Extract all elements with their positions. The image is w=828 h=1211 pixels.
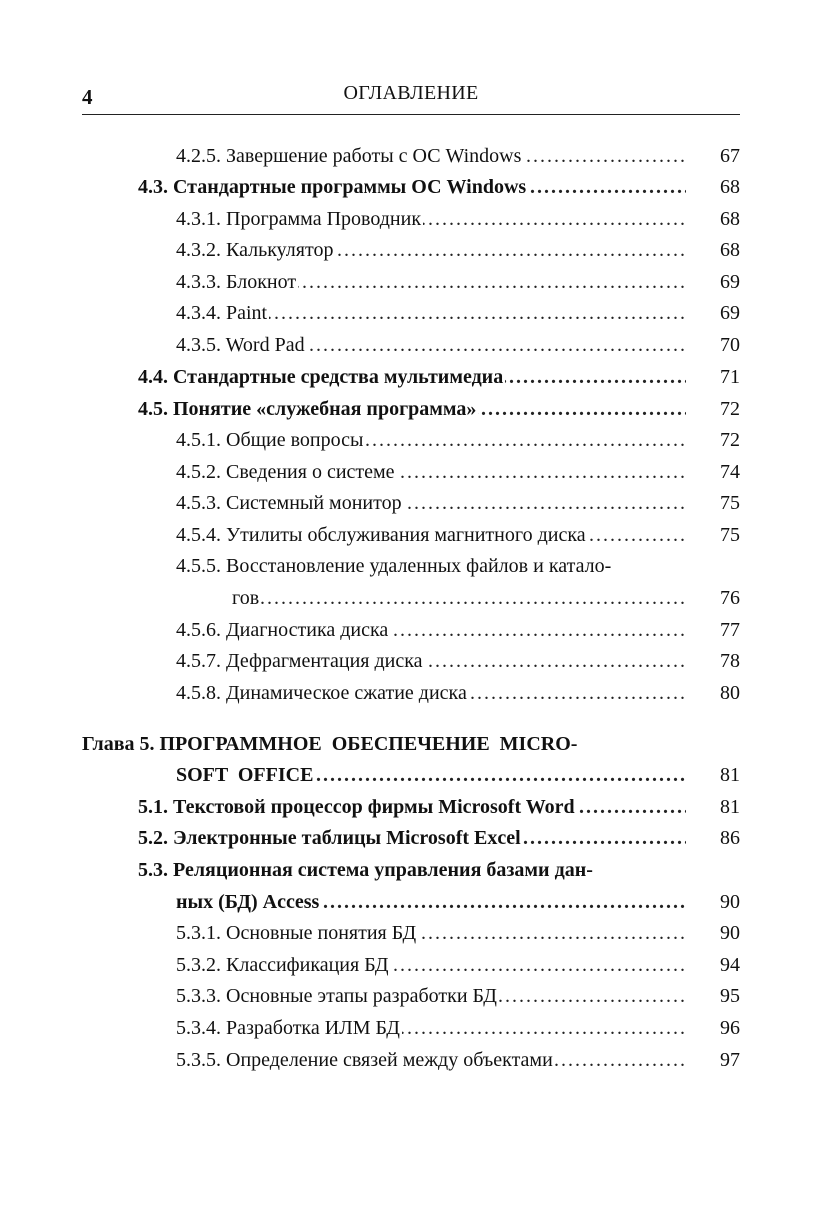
toc-entry-page: 86: [720, 827, 740, 849]
toc-entry-page: 96: [720, 1017, 740, 1039]
toc-entry-page: 75: [720, 492, 740, 514]
toc-entry-page: 72: [720, 429, 740, 451]
toc-entry[interactable]: [176, 204, 686, 234]
toc-entry[interactable]: [176, 520, 686, 550]
toc-entry[interactable]: [176, 298, 686, 328]
page-number: 4: [82, 85, 93, 109]
toc-entry[interactable]: [176, 918, 686, 948]
dot-leader: [232, 583, 686, 613]
toc-entry-title: 4.3.4. Paint: [176, 302, 268, 324]
toc-entry-title-line2: гов: [232, 587, 260, 609]
toc-entry-title-line1: 4.5.5. Восстановление удаленных файлов и катало-: [176, 555, 612, 577]
toc-entry[interactable]: [176, 141, 686, 171]
toc-entry-page: 67: [720, 145, 740, 167]
toc-entry-page: 77: [720, 619, 740, 641]
toc-entry-page: 68: [720, 208, 740, 230]
toc-entry-title: 4.2.5. Завершение работы с ОС Windows: [176, 145, 522, 167]
toc-entry-page: 71: [720, 366, 740, 388]
toc-entry-title: 5.3.2. Классификация БД: [176, 954, 389, 976]
toc-entry-page: 80: [720, 682, 740, 704]
toc-entry-page: 74: [720, 461, 740, 483]
toc-entry-title: 4.5.3. Системный монитор: [176, 492, 402, 514]
toc-entry-title: 5.3.4. Разработка ИЛМ БД: [176, 1017, 400, 1039]
toc-entry-title: 5.3.5. Определение связей между объектами: [176, 1049, 553, 1071]
toc-entry-title: 4.5. Понятие «служебная программа»: [138, 398, 477, 420]
toc-entry[interactable]: [176, 1013, 686, 1043]
toc-entry-page: 68: [720, 239, 740, 261]
toc-entry[interactable]: [138, 792, 686, 822]
toc-entry-page: 69: [720, 302, 740, 324]
toc-entry-page: 69: [720, 271, 740, 293]
toc-entry-title: 5.3.1. Основные понятия БД: [176, 922, 417, 944]
chapter-title-line2: SOFT OFFICE: [176, 764, 314, 786]
toc-entry-page: 90: [720, 891, 740, 913]
toc-entry-page: 94: [720, 954, 740, 976]
toc-entry-page: 78: [720, 650, 740, 672]
toc-entry-title: 4.5.7. Дефрагментация диска: [176, 650, 423, 672]
toc-entry[interactable]: [138, 172, 686, 202]
toc-entry[interactable]: [176, 457, 686, 487]
running-title: ОГЛАВЛЕНИЕ: [343, 82, 479, 104]
toc-entry-page: 75: [720, 524, 740, 546]
page-header: [82, 80, 740, 114]
toc-entry-page: 97: [720, 1049, 740, 1071]
toc-entry[interactable]: [176, 678, 686, 708]
toc-entry-title-line2: ных (БД) Access: [176, 891, 320, 913]
toc-entry-title: 4.3.1. Программа Проводник: [176, 208, 422, 230]
toc-entry-title: 5.3.3. Основные этапы разработки БД: [176, 985, 497, 1007]
toc-entry-page: 72: [720, 398, 740, 420]
toc-entry-title: 4.5.4. Утилиты обслуживания магнитного диска: [176, 524, 586, 546]
toc-entry-page: 81: [720, 764, 740, 786]
toc-entry[interactable]: [176, 615, 686, 645]
toc-entry-title: 4.3. Стандартные программы ОС Windows: [138, 176, 527, 198]
chapter-title-line1: Глава 5. ПРОГРАММНОЕ ОБЕСПЕЧЕНИЕ MICRO-: [82, 733, 578, 755]
toc-entry-title-line1: 5.3. Реляционная система управления базами дан-: [138, 859, 593, 881]
toc-entry-title: 4.5.2. Сведения о системе: [176, 461, 395, 483]
toc-entry-title: 4.5.6. Диагностика диска: [176, 619, 389, 641]
toc-entry[interactable]: [176, 981, 686, 1011]
toc-entry-title: 4.3.2. Калькулятор: [176, 239, 334, 261]
toc-entry-chapter[interactable]: [176, 760, 686, 790]
toc-entry-title: 5.2. Электронные таблицы Microsoft Excel: [138, 827, 521, 849]
toc-entry-page: 68: [720, 176, 740, 198]
toc-entry-page: 76: [720, 587, 740, 609]
toc-entry[interactable]: [176, 1045, 686, 1075]
toc-entry-title: 4.3.5. Word Pad: [176, 334, 305, 356]
toc-entry[interactable]: [138, 362, 686, 392]
toc-entry[interactable]: [176, 235, 686, 265]
toc-entry-page: 95: [720, 985, 740, 1007]
toc-entry[interactable]: [176, 425, 686, 455]
header-rule: [82, 114, 740, 115]
toc-entry[interactable]: [176, 887, 686, 917]
toc-entry-title: 4.4. Стандартные средства мультимедиа: [138, 366, 504, 388]
toc-entry-page: 81: [720, 796, 740, 818]
toc-entry-title: 5.1. Текстовой процессор фирмы Microsoft Word: [138, 796, 575, 818]
toc-entry[interactable]: [176, 267, 686, 297]
toc-entry[interactable]: [176, 330, 686, 360]
toc-entry[interactable]: [176, 646, 686, 676]
toc-entry-title: 4.5.1. Общие вопросы: [176, 429, 364, 451]
toc-entry-page: 70: [720, 334, 740, 356]
toc-entry-title: 4.5.8. Динамическое сжатие диска: [176, 682, 467, 704]
toc-entry[interactable]: [138, 823, 686, 853]
toc-entry[interactable]: [176, 488, 686, 518]
toc-entry-page: 90: [720, 922, 740, 944]
toc-entry-title: 4.3.3. Блокнот: [176, 271, 297, 293]
toc-entry[interactable]: [232, 583, 686, 613]
toc-entry[interactable]: [138, 394, 686, 424]
toc-entry[interactable]: [176, 950, 686, 980]
